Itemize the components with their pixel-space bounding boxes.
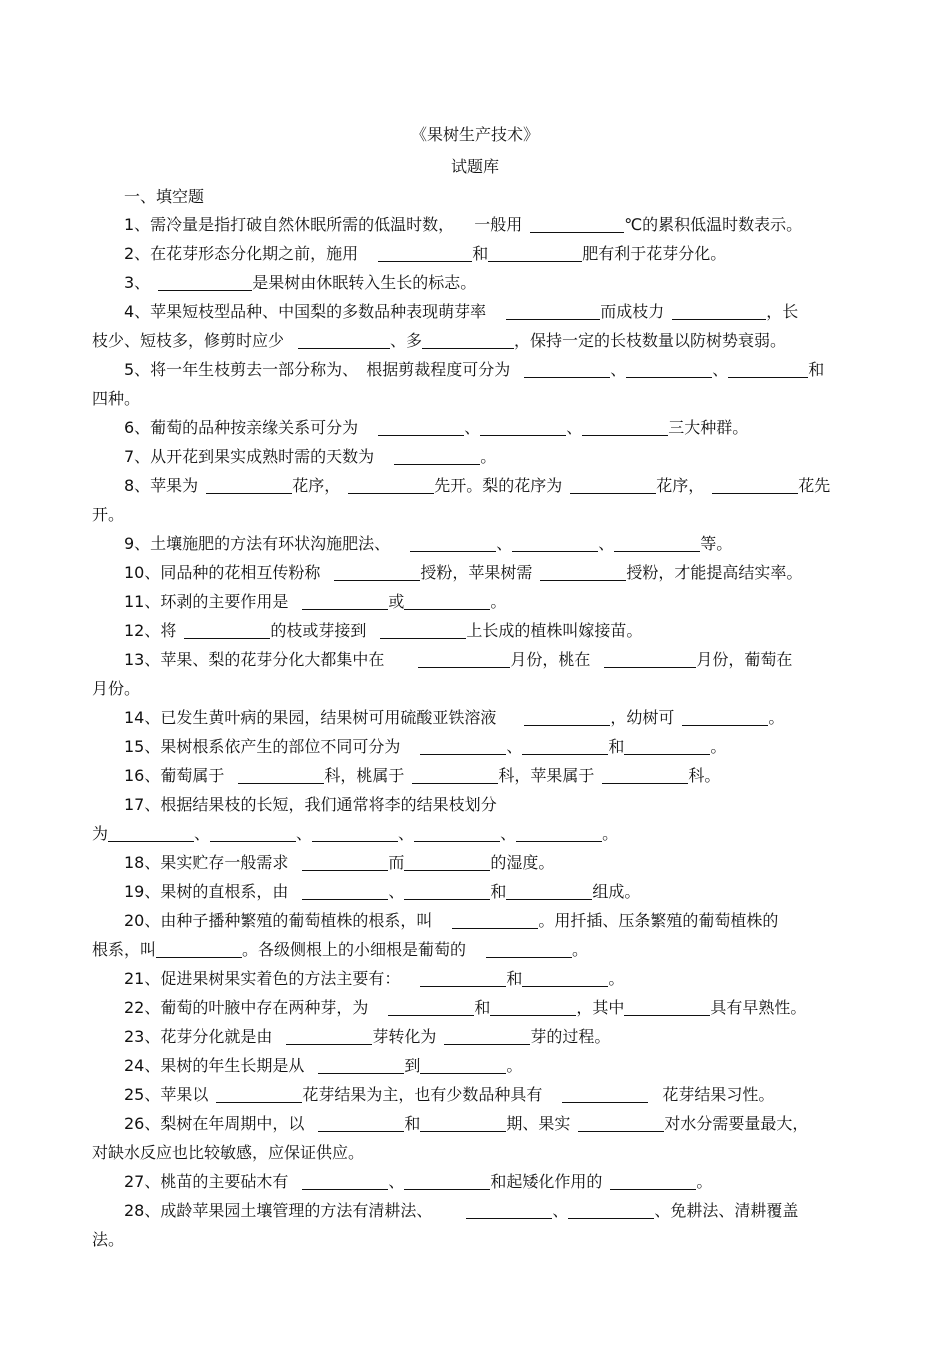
answer-blank[interactable] bbox=[604, 649, 696, 668]
question-25: 25、苹果以 花芽结果为主，也有少数品种具有 花芽结果习性。 bbox=[124, 1085, 775, 1104]
answer-blank[interactable] bbox=[516, 823, 602, 842]
question-17-char: 李 bbox=[384, 795, 401, 814]
question-17-char: 的 bbox=[240, 795, 257, 814]
answer-blank[interactable] bbox=[302, 1171, 388, 1190]
question-27: 27、桃苗的主要砧木有 、 和起矮化作用的 。 bbox=[124, 1172, 713, 1191]
answer-blank[interactable] bbox=[388, 997, 474, 1016]
question-23: 23、花芽分化就是由 芽转化为 芽的过程。 bbox=[124, 1027, 611, 1046]
answer-blank[interactable] bbox=[712, 475, 798, 494]
question-17-char: 们 bbox=[320, 795, 337, 814]
question-3: 3、 是果树由休眠转入生长的标志。 bbox=[124, 273, 477, 292]
answer-blank[interactable] bbox=[206, 475, 292, 494]
question-7: 7、从开花到果实成熟时需的天数为 。 bbox=[124, 447, 497, 466]
answer-blank[interactable] bbox=[312, 823, 398, 842]
document-subtitle: 试题库 bbox=[450, 157, 499, 176]
answer-blank[interactable] bbox=[614, 533, 700, 552]
question-17-char: 、 bbox=[144, 795, 161, 814]
question-15: 15、果树根系依产生的部位不同可分为 、 和 。 bbox=[124, 737, 727, 756]
answer-blank[interactable] bbox=[302, 591, 388, 610]
answer-blank[interactable] bbox=[624, 736, 710, 755]
answer-blank[interactable] bbox=[602, 765, 688, 784]
answer-blank[interactable] bbox=[394, 446, 480, 465]
answer-blank[interactable] bbox=[420, 736, 506, 755]
question-17-char: 果 bbox=[432, 795, 449, 814]
question-17-char: 果 bbox=[208, 795, 225, 814]
answer-blank[interactable] bbox=[610, 1171, 696, 1190]
question-17-first-line bbox=[92, 790, 858, 819]
answer-blank[interactable] bbox=[530, 214, 624, 233]
question-10: 10、同品种的花相互传粉称 授粉，苹果树需 授粉，才能提高结实率。 bbox=[124, 563, 803, 582]
answer-blank[interactable] bbox=[506, 881, 592, 900]
question-24: 24、果树的年生长期是从 到 。 bbox=[124, 1056, 523, 1075]
question-26: 26、梨树在年周期中，以 和 期、果实 对水分需要量最大， 对缺水反应也比较敏感，应保证供应。 bbox=[92, 1114, 809, 1162]
answer-blank[interactable] bbox=[466, 1200, 552, 1219]
answer-blank[interactable] bbox=[578, 1113, 664, 1132]
answer-blank[interactable] bbox=[210, 823, 296, 842]
question-17-char: 分 bbox=[480, 795, 497, 814]
answer-blank[interactable] bbox=[378, 243, 472, 262]
question-16: 16、葡萄属于 科，桃属于 科，苹果属于 科。 bbox=[124, 766, 721, 785]
question-17-char: 通 bbox=[336, 795, 353, 814]
answer-blank[interactable] bbox=[626, 359, 712, 378]
answer-blank[interactable] bbox=[420, 1055, 506, 1074]
question-17-char: 常 bbox=[352, 795, 369, 814]
answer-blank[interactable] bbox=[378, 417, 464, 436]
answer-blank[interactable] bbox=[302, 881, 388, 900]
answer-blank[interactable] bbox=[404, 1171, 490, 1190]
question-17-char: 结 bbox=[192, 795, 209, 814]
answer-blank[interactable] bbox=[418, 649, 510, 668]
answer-blank[interactable] bbox=[238, 765, 324, 784]
question-17-char: 长 bbox=[256, 795, 273, 814]
answer-blank[interactable] bbox=[302, 852, 388, 871]
answer-blank[interactable] bbox=[420, 1113, 506, 1132]
question-11: 11、环剥的主要作用是 或 。 bbox=[124, 592, 507, 611]
question-6: 6、葡萄的品种按亲缘关系可分为 、 、 三大种群。 bbox=[124, 418, 749, 437]
answer-blank[interactable] bbox=[334, 562, 420, 581]
question-17-char: 枝 bbox=[448, 795, 465, 814]
answer-blank[interactable] bbox=[184, 620, 270, 639]
answer-blank[interactable] bbox=[404, 881, 490, 900]
question-8: 8、苹果为 花序， 先开。梨的花序为 花序， 花先 开。 bbox=[92, 476, 831, 524]
answer-blank[interactable] bbox=[522, 736, 608, 755]
question-17-char: 17 bbox=[124, 795, 145, 814]
question-1: 1、需冷量是指打破自然休眠所需的低温时数， 一般用 ℃的累积低温时数表示。 bbox=[124, 215, 803, 234]
answer-blank[interactable] bbox=[480, 417, 566, 436]
question-17-char: 结 bbox=[416, 795, 433, 814]
question-17-char: 将 bbox=[368, 795, 385, 814]
document-title: 《果树生产技术》 bbox=[410, 125, 539, 144]
question-17: 17、根据结果枝的长短，我们通常将李的结果枝划分 为 、 、 、 、 。 bbox=[92, 790, 858, 848]
answer-blank[interactable] bbox=[568, 1200, 654, 1219]
section-heading: 一、填空题 bbox=[124, 187, 205, 206]
answer-blank[interactable] bbox=[410, 533, 496, 552]
question-17-char: 根 bbox=[160, 795, 177, 814]
question-17-char: 据 bbox=[176, 795, 193, 814]
answer-blank[interactable] bbox=[540, 562, 626, 581]
answer-blank[interactable] bbox=[488, 243, 582, 262]
question-12: 12、将 的枝或芽接到 上长成的植株叫嫁接苗。 bbox=[124, 621, 643, 640]
answer-blank[interactable] bbox=[506, 301, 600, 320]
answer-blank[interactable] bbox=[158, 272, 252, 291]
question-9: 9、土壤施肥的方法有环状沟施肥法、 、 、 等。 bbox=[124, 534, 733, 553]
question-14: 14、已发生黄叶病的果园，结果树可用硫酸亚铁溶液 ，幼树可 。 bbox=[124, 708, 785, 727]
answer-blank[interactable] bbox=[420, 968, 506, 987]
answer-blank[interactable] bbox=[404, 591, 490, 610]
answer-blank[interactable] bbox=[570, 475, 656, 494]
answer-blank[interactable] bbox=[682, 707, 768, 726]
answer-blank[interactable] bbox=[318, 1113, 404, 1132]
answer-blank[interactable] bbox=[380, 620, 466, 639]
answer-blank[interactable] bbox=[286, 1026, 372, 1045]
answer-blank[interactable] bbox=[414, 823, 500, 842]
question-20: 20、由种子播种繁殖的葡萄植株的根系，叫 。用扦插、压条繁殖的葡萄植株的 根系，叫 。各级侧根上的小细根是葡萄的 。 bbox=[92, 911, 779, 959]
answer-blank[interactable] bbox=[318, 1055, 404, 1074]
question-17-char: 枝 bbox=[224, 795, 241, 814]
answer-blank[interactable] bbox=[522, 968, 608, 987]
question-18: 18、果实贮存一般需求 而 的湿度。 bbox=[124, 853, 555, 872]
answer-blank[interactable] bbox=[156, 939, 242, 958]
question-17-char: 我 bbox=[304, 795, 321, 814]
answer-blank[interactable] bbox=[672, 301, 766, 320]
answer-blank[interactable] bbox=[524, 359, 610, 378]
answer-blank[interactable] bbox=[728, 359, 808, 378]
question-5: 5、将一年生枝剪去一部分称为、 根据剪裁程度可分为 、 、 和 四种。 bbox=[92, 360, 825, 408]
answer-blank[interactable] bbox=[422, 330, 514, 349]
question-21: 21、促进果树果实着色的方法主要有： 和 。 bbox=[124, 969, 625, 988]
answer-blank[interactable] bbox=[108, 823, 194, 842]
question-13: 13、苹果、梨的花芽分化大都集中在 月份，桃在 月份，葡萄在 月份。 bbox=[92, 650, 793, 698]
question-17-char: 划 bbox=[464, 795, 481, 814]
answer-blank[interactable] bbox=[486, 939, 572, 958]
question-28: 28、成龄苹果园土壤管理的方法有清耕法、 、 、免耕法、清耕覆盖 法。 bbox=[92, 1201, 799, 1249]
answer-blank[interactable] bbox=[524, 707, 610, 726]
answer-blank[interactable] bbox=[582, 417, 668, 436]
answer-blank[interactable] bbox=[412, 765, 498, 784]
answer-blank[interactable] bbox=[512, 533, 598, 552]
answer-blank[interactable] bbox=[452, 910, 538, 929]
answer-blank[interactable] bbox=[562, 1084, 648, 1103]
answer-blank[interactable] bbox=[404, 852, 490, 871]
question-19: 19、果树的直根系，由 、 和 组成。 bbox=[124, 882, 641, 901]
answer-blank[interactable] bbox=[444, 1026, 530, 1045]
answer-blank[interactable] bbox=[298, 330, 390, 349]
question-17-char: ， bbox=[288, 795, 305, 814]
question-4: 4、苹果短枝型品种、中国梨的多数品种表现萌芽率 而成枝力 ，长 枝少、短枝多，修剪时应少 、多 ，保持一定的长枝数量以防树势衰弱。 bbox=[92, 302, 799, 350]
question-22: 22、葡萄的叶腋中存在两种芽，为 和 ，其中 具有早熟性。 bbox=[124, 998, 807, 1017]
answer-blank[interactable] bbox=[348, 475, 434, 494]
answer-blank[interactable] bbox=[216, 1084, 302, 1103]
question-17-char: 短 bbox=[272, 795, 289, 814]
answer-blank[interactable] bbox=[490, 997, 576, 1016]
question-2: 2、在花芽形态分化期之前，施用 和 肥有利于花芽分化。 bbox=[124, 244, 727, 263]
question-17-char: 的 bbox=[400, 795, 417, 814]
answer-blank[interactable] bbox=[624, 997, 710, 1016]
